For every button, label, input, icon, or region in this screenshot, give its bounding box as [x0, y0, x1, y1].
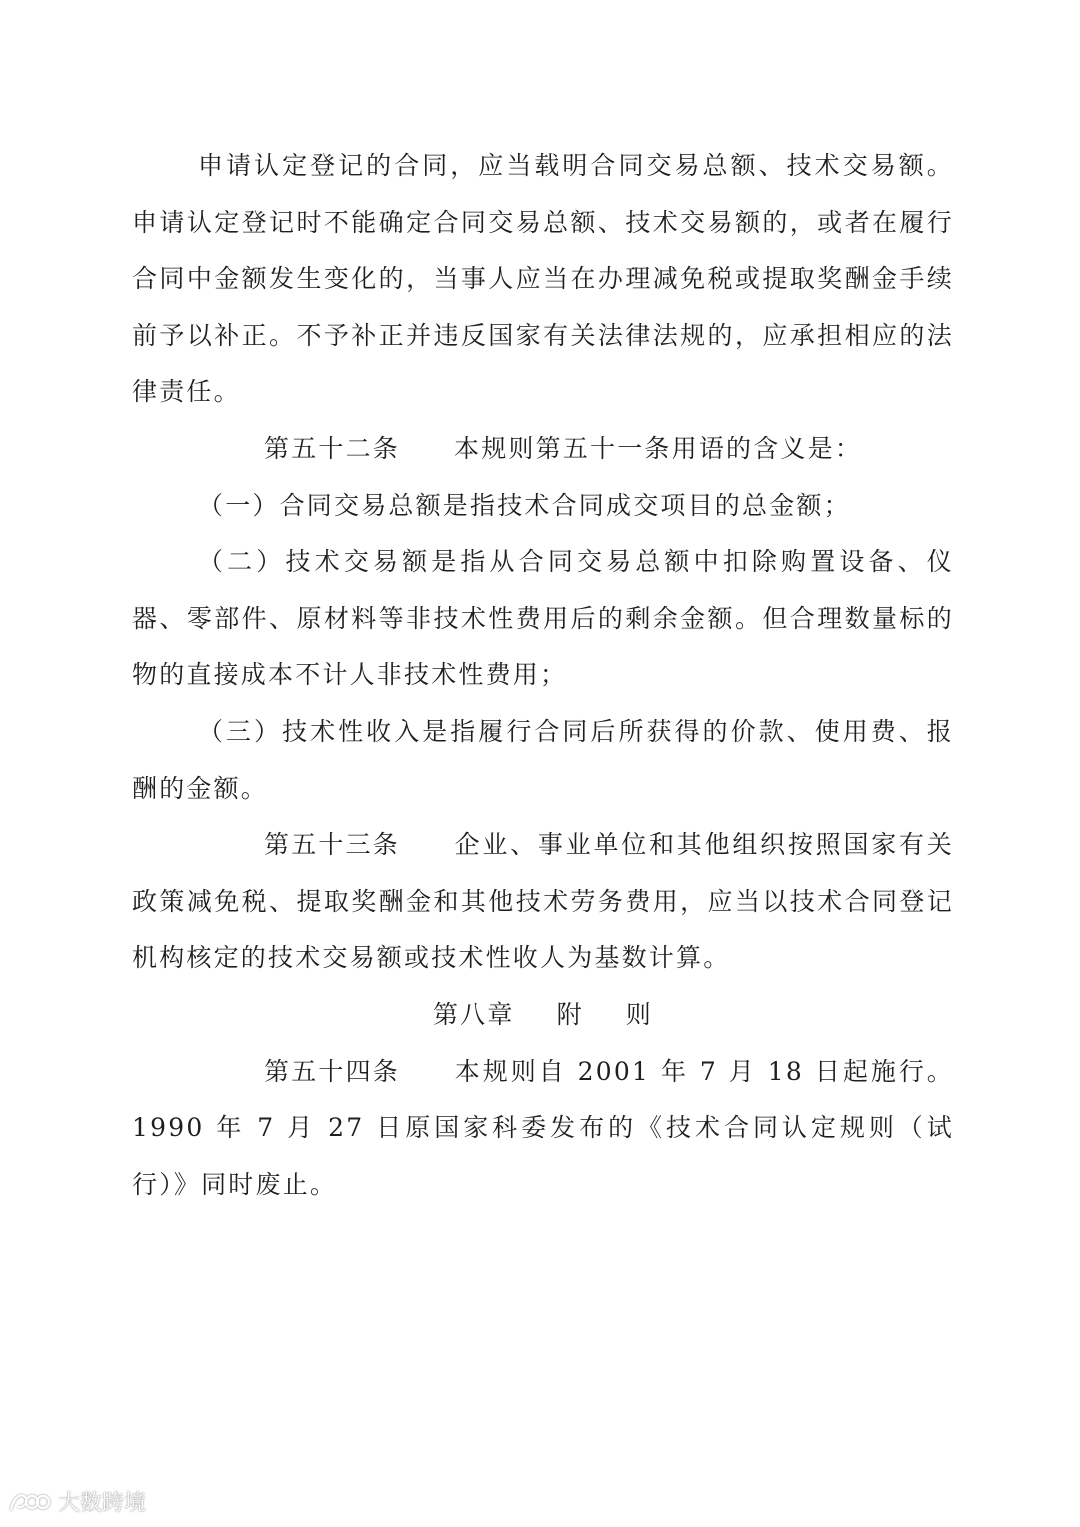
article-53-heading: 第五十三条: [264, 830, 401, 860]
article-53: [132, 817, 954, 987]
definition-item-2: （二）技术交易额是指从合同交易总额中扣除购置设备、仪器、零部件、原材料等非技术性费用后的剩余金额。但合理数量标的物的直接成本不计人非技术性费用；: [132, 547, 954, 690]
paragraph-contract-amount: 申请认定登记的合同，应当载明合同交易总额、技术交易额。申请认定登记时不能确定合同交易总额、技术交易额的，或者在履行合同中金额发生变化的，当事人应当在办理减免税或提取奖酬金手续前予以补正。不予补正并违反国家有关法律法规的，应承担相应的法律责任。: [132, 151, 954, 407]
article-53-text: 企业、事业单位和其他组织按照国家有关政策减免税、提取奖酬金和其他技术劳务费用，应当以技术合同登记机构核定的技术交易额或技术性收人为基数计算。: [132, 830, 954, 973]
chapter-title-part-2: 则: [625, 999, 653, 1029]
article-52-text: 本规则第五十一条用语的含义是：: [454, 433, 863, 463]
chapter-heading: [132, 987, 954, 1044]
chapter-title-part-1: 附: [556, 999, 584, 1029]
definition-item-3: （三）技术性收入是指履行合同后所获得的价款、使用费、报酬的金额。: [132, 716, 954, 803]
article-52-heading: 第五十二条: [264, 433, 401, 463]
article-54-heading: 第五十四条: [264, 1056, 401, 1086]
brand-logo-icon: [8, 1488, 52, 1516]
watermark: [8, 1486, 146, 1517]
article-54-text: 本规则自 2001 年 7 月 18 日起施行。1990 年 7 月 27 日原国家科委发布的《技术合同认定规则（试行）》同时废止。: [132, 1056, 954, 1199]
chapter-number: 第八章: [432, 999, 515, 1029]
definition-item-1: （一）合同交易总额是指技术合同成交项目的总金额；: [198, 490, 851, 520]
document-body: [132, 138, 954, 1213]
article-54: [132, 1044, 954, 1214]
watermark-text: 大数跨境: [58, 1491, 147, 1516]
article-52: [132, 421, 954, 478]
